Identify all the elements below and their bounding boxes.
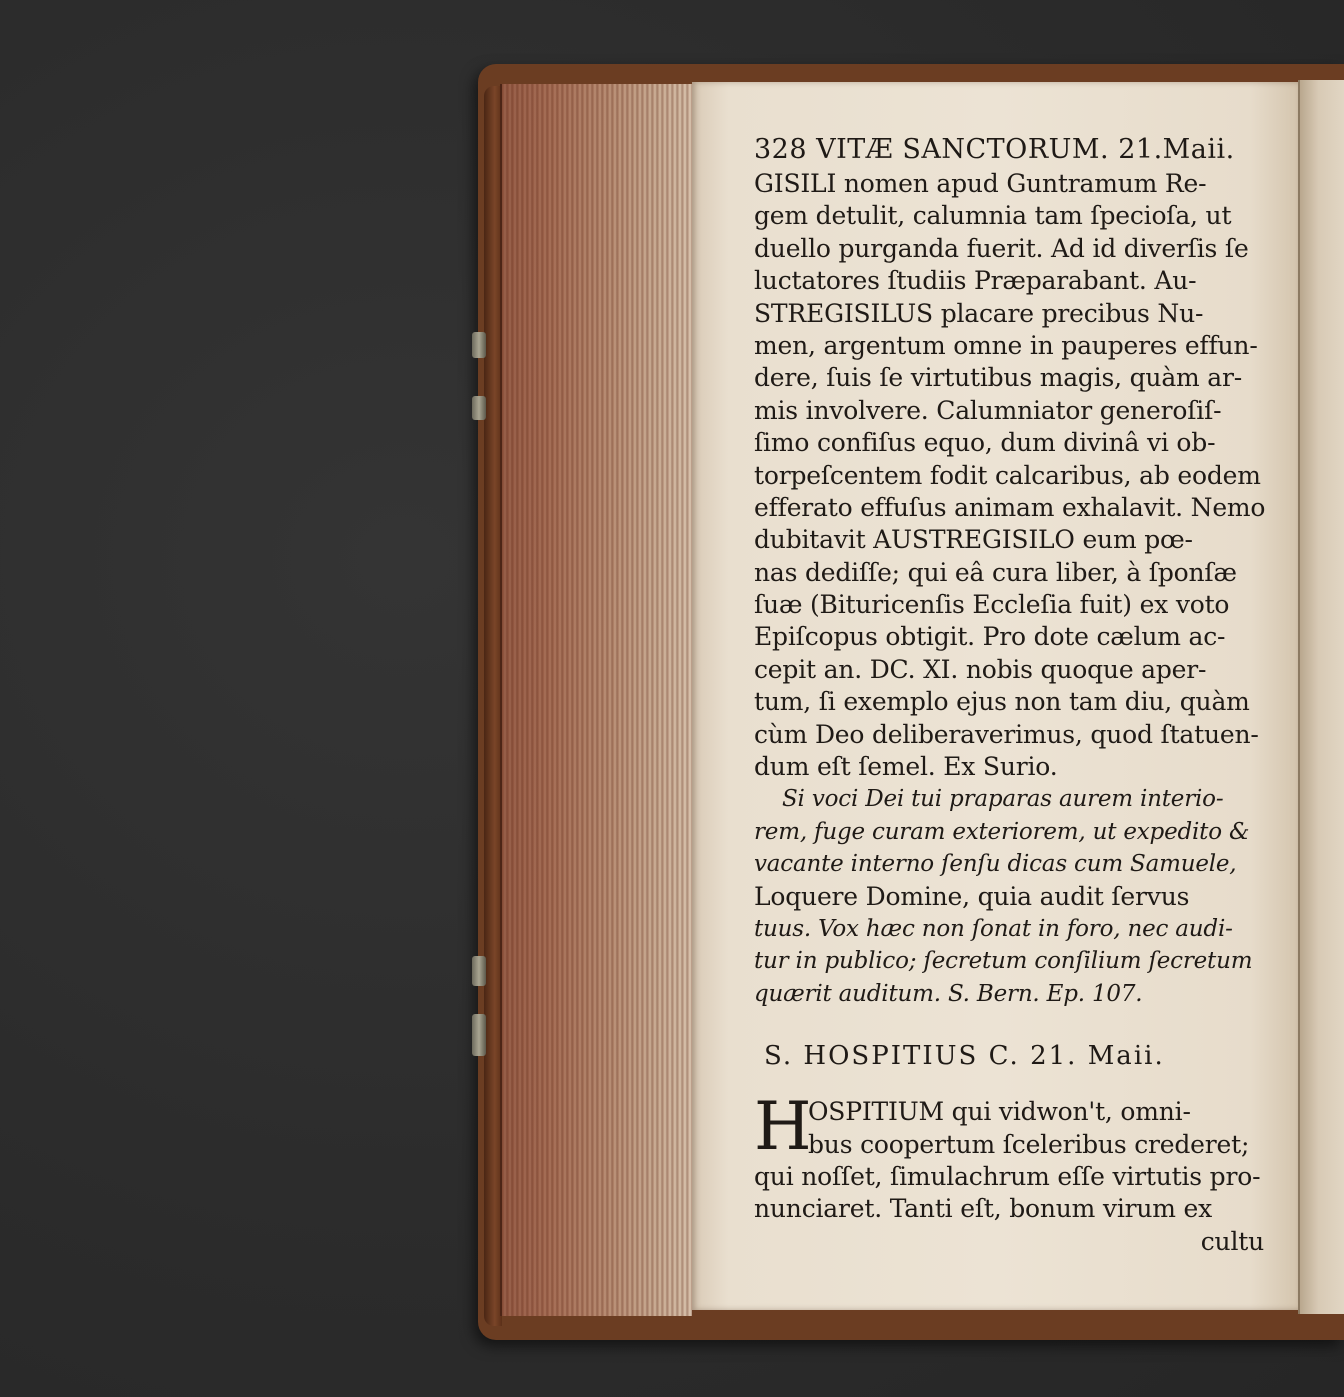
body-line: GISILI nomen apud Guntramum Re- — [754, 169, 1207, 198]
body-line: torpeſcentem fodit calcaribus, ab eodem — [754, 460, 1261, 490]
quote-line: vacante interno ſenſu dicas cum Samuele, — [754, 851, 1237, 878]
clasp-hinge — [472, 396, 486, 420]
section-opening — [754, 1088, 1264, 1258]
section-heading: S. HOSPITIUS C. 21. Maii. — [764, 1041, 1165, 1072]
body-line: efferato effuſus animam exhalavit. Nemo — [754, 492, 1266, 522]
spacer — [754, 1010, 1264, 1038]
page-fore-edge — [500, 84, 692, 1316]
body-line: dubitavit AUSTREGISILO eum pœ- — [754, 525, 1193, 555]
clasp-hinge — [472, 332, 486, 358]
body-line: ſuæ (Bituricenſis Eccleſia fuit) ex voto — [754, 590, 1230, 620]
page-text — [754, 132, 1264, 1258]
section-line: bus coopertum ſceleribus crederet; — [808, 1129, 1250, 1159]
body-line: dum eſt ſemel. Ex Surio. — [754, 752, 1058, 782]
body-line: dere, ſuis ſe virtutibus magis, quàm ar- — [754, 363, 1242, 393]
quote-line: tuus. Vox hæc non ſonat in foro, nec audi- — [754, 915, 1233, 942]
section-line: nunciaret. Tanti eſt, bonum virum ex — [754, 1194, 1213, 1224]
running-head: 328 VITÆ SANCTORUM. 21.Maii. — [754, 134, 1235, 165]
book-page — [692, 82, 1298, 1310]
quote-line: Si voci Dei tui praparas aurem interio- — [782, 786, 1224, 813]
body-line: gem detulit, calumnia tam ſpecioſa, ut — [754, 201, 1232, 231]
quote-line: rem, fuge curam exteriorem, ut expedito & — [754, 818, 1250, 845]
body-line: cùm Deo deliberaverimus, quod ſtatuen- — [754, 719, 1259, 749]
clasp-hinge — [472, 956, 486, 986]
section-line: OSPITIUM qui vidwon't, omni- — [808, 1097, 1191, 1127]
clasp-hinge — [472, 1014, 486, 1056]
body-line: cepit an. DC. XI. nobis quoque aper- — [754, 654, 1207, 684]
section-line: qui noſſet, ſimulachrum eſſe virtutis pro- — [754, 1161, 1261, 1191]
body-line: STREGISILUS placare precibus Nu- — [754, 298, 1204, 328]
body-line: luctatores ſtudiis Præparabant. Au- — [754, 266, 1197, 296]
body-line: men, argentum omne in pauperes effun- — [754, 330, 1258, 360]
next-page-edge — [1298, 80, 1344, 1314]
quote-line: tur in publico; ſecretum conſilium ſecretum — [754, 948, 1253, 975]
body-line: tum, ſi exemplo ejus non tam diu, quàm — [754, 687, 1250, 717]
catchword: cultu — [1200, 1226, 1264, 1256]
body-line: mis involvere. Calumniator generoſiſ- — [754, 395, 1222, 425]
body-line: nas dediſſe; qui eâ cura liber, à ſponſæ — [754, 557, 1237, 587]
spacer — [754, 1074, 1264, 1096]
body-line: Epiſcopus obtigit. Pro dote cælum ac- — [754, 622, 1226, 652]
drop-cap: H — [754, 1088, 812, 1166]
quote-line: quærit auditum. S. Bern. Ep. 107. — [754, 980, 1143, 1007]
body-line: ſimo confiſus equo, dum divinâ vi ob- — [754, 428, 1216, 458]
body-line: duello purganda fuerit. Ad id diverſis ſe — [754, 233, 1249, 263]
quote-line: Loquere Domine, quia audit ſervus — [754, 881, 1190, 911]
